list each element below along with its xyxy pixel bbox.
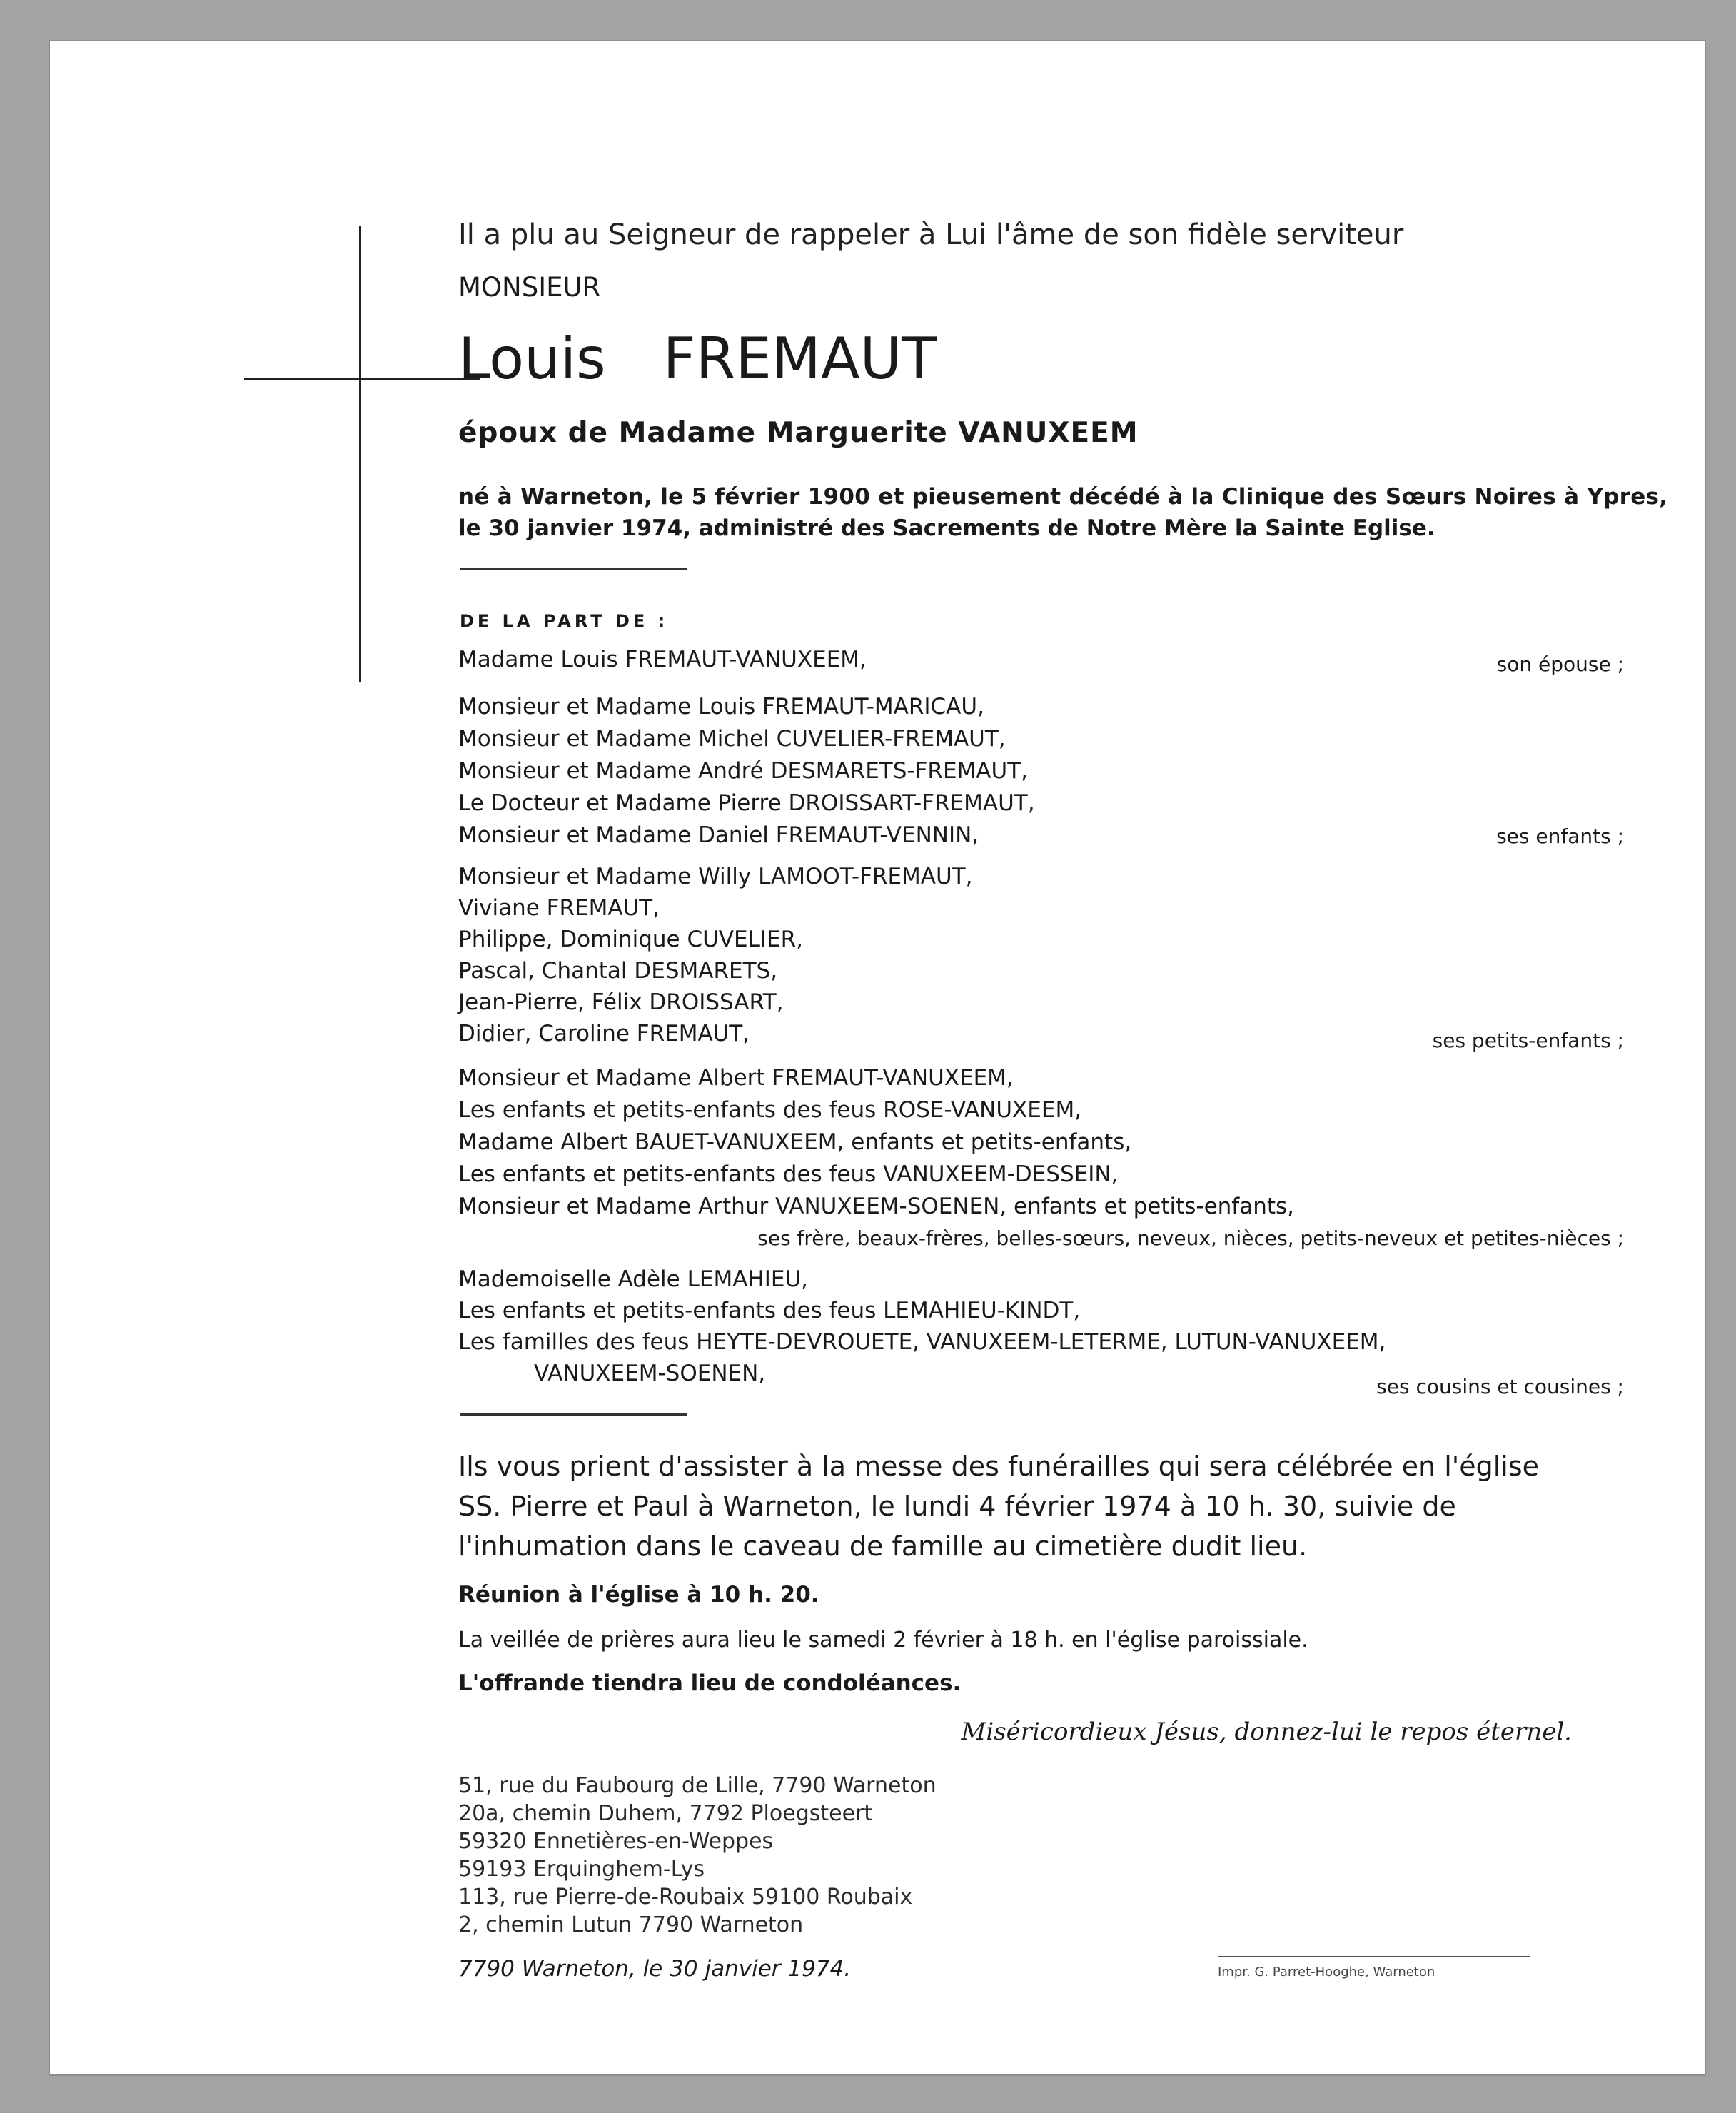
last-name: FREMAUT — [662, 326, 937, 392]
list-item: Didier, Caroline FREMAUT, — [458, 1021, 750, 1047]
list-item: Monsieur et Madame Arthur VANUXEEM-SOENEN, enfants et petits-enfants, — [458, 1194, 1295, 1219]
address-line: 20a, chemin Duhem, 7792 Ploegsteert — [458, 1801, 873, 1826]
funeral-card — [50, 41, 1705, 2074]
invitation-line: l'inhumation dans le caveau de famille au cimetière dudit lieu. — [458, 1530, 1308, 1562]
address-line: 59320 Ennetières-en-Weppes — [458, 1829, 774, 1854]
role-grandchildren: ses petits-enfants ; — [1432, 1029, 1624, 1052]
printer-rule — [1218, 1956, 1530, 1957]
invitation-line: SS. Pierre et Paul à Warneton, le lundi 4 février 1974 à 10 h. 30, suivie de — [458, 1491, 1456, 1522]
list-item: Philippe, Dominique CUVELIER, — [458, 927, 803, 952]
divider-bottom — [460, 1413, 687, 1416]
role-siblings: ses frère, beaux-frères, belles-sœurs, neveux, nièces, petits-neveux et petites-nièces ; — [757, 1226, 1624, 1250]
reunion-text: Réunion à l'église à 10 h. 20. — [458, 1582, 819, 1608]
list-item: Monsieur et Madame Daniel FREMAUT-VENNIN, — [458, 822, 979, 848]
list-item: Les familles des feus HEYTE-DEVROUETE, VANUXEEM-LETERME, LUTUN-VANUXEEM, — [458, 1329, 1386, 1355]
list-item: Monsieur et Madame Louis FREMAUT-MARICAU, — [458, 694, 984, 720]
de-la-part-heading: DE LA PART DE : — [460, 611, 669, 631]
address-line: 2, chemin Lutun 7790 Warneton — [458, 1912, 804, 1937]
addresses-list — [458, 1772, 937, 1939]
children-list — [458, 691, 1035, 852]
place-date: 7790 Warneton, le 30 janvier 1974. — [458, 1956, 852, 1982]
invitation-paragraph — [458, 1446, 1539, 1566]
list-item: Les enfants et petits-enfants des feus LEMAHIEU-KINDT, — [458, 1298, 1081, 1323]
list-item: Monsieur et Madame Albert FREMAUT-VANUXEEM, — [458, 1065, 1014, 1091]
address-line: 51, rue du Faubourg de Lille, 7790 Warneton — [458, 1773, 937, 1798]
birth-line-2: le 30 janvier 1974, administré des Sacrements de Notre Mère la Sainte Eglise. — [458, 515, 1435, 541]
list-item: Les enfants et petits-enfants des feus VANUXEEM-DESSEIN, — [458, 1161, 1119, 1187]
prayer-text: Miséricordieux Jésus, donnez-lui le repos éternel. — [961, 1718, 1572, 1746]
cross-horizontal — [244, 378, 480, 380]
printer-credit: Impr. G. Parret-Hooghe, Warneton — [1218, 1965, 1435, 1980]
grandchildren-list — [458, 861, 972, 1049]
first-name: Louis — [458, 326, 606, 392]
role-children: ses enfants ; — [1496, 824, 1624, 848]
cousins-list — [458, 1264, 1386, 1389]
offrande-text: L'offrande tiendra lieu de condoléances. — [458, 1670, 962, 1696]
spouse-name: Madame Louis FREMAUT-VANUXEEM, — [458, 647, 867, 672]
role-cousins: ses cousins et cousines ; — [1376, 1375, 1624, 1398]
cross-vertical — [359, 226, 361, 682]
address-line: 113, rue Pierre-de-Roubaix 59100 Roubaix — [458, 1885, 913, 1910]
list-item: Pascal, Chantal DESMARETS, — [458, 958, 778, 984]
list-item: VANUXEEM-SOENEN, — [534, 1361, 766, 1386]
title-text: MONSIEUR — [458, 272, 601, 303]
divider-top — [460, 568, 687, 570]
list-item: Viviane FREMAUT, — [458, 895, 660, 921]
birth-line-1: né à Warneton, le 5 février 1900 et pieusement décédé à la Clinique des Sœurs Noires à Ypres, — [458, 484, 1668, 510]
list-item: Les enfants et petits-enfants des feus ROSE-VANUXEEM, — [458, 1097, 1082, 1123]
deceased-name — [458, 326, 937, 392]
list-item: Monsieur et Madame Willy LAMOOT-FREMAUT, — [458, 864, 973, 889]
siblings-list — [458, 1062, 1294, 1223]
veillee-text: La veillée de prières aura lieu le samedi 2 février à 18 h. en l'église paroissiale. — [458, 1628, 1308, 1653]
list-item: Le Docteur et Madame Pierre DROISSART-FREMAUT, — [458, 790, 1035, 816]
list-item: Monsieur et Madame Michel CUVELIER-FREMAUT, — [458, 726, 1006, 752]
role-spouse: son épouse ; — [1496, 652, 1624, 676]
list-item: Mademoiselle Adèle LEMAHIEU, — [458, 1266, 808, 1292]
invitation-line: Ils vous prient d'assister à la messe des funérailles qui sera célébrée en l'église — [458, 1451, 1540, 1482]
spouse-line: époux de Madame Marguerite VANUXEEM — [458, 417, 1139, 449]
list-item: Monsieur et Madame André DESMARETS-FREMAUT, — [458, 758, 1028, 784]
address-line: 59193 Erquinghem-Lys — [458, 1857, 705, 1882]
intro-text: Il a plu au Seigneur de rappeler à Lui l'âme de son fidèle serviteur — [458, 218, 1404, 251]
list-item: Jean-Pierre, Félix DROISSART, — [458, 989, 784, 1015]
list-item: Madame Albert BAUET-VANUXEEM, enfants et petits-enfants, — [458, 1129, 1132, 1155]
